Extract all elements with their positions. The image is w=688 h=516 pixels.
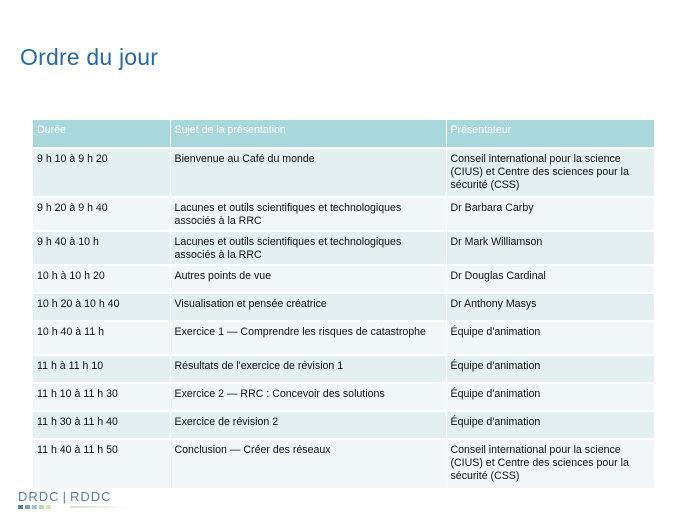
column-header-duree: Durée [33, 120, 170, 148]
cell-presentateur: Dr Mark Williamson [446, 231, 654, 265]
table-row [33, 197, 654, 231]
logo-separator: | [62, 489, 67, 504]
table-row [33, 439, 654, 488]
cell-duree: 11 h 10 à 11 h 30 [33, 383, 170, 411]
page-title: Ordre du jour [20, 44, 159, 70]
cell-sujet: Résultats de l'exercice de révision 1 [170, 355, 446, 383]
cell-duree: 11 h à 11 h 10 [33, 355, 170, 383]
cell-duree: 10 h 40 à 11 h [33, 321, 170, 355]
cell-duree: 9 h 40 à 10 h [33, 231, 170, 265]
table-row [33, 383, 654, 411]
cell-sujet: Visualisation et pensée créatrice [170, 293, 446, 321]
cell-presentateur: Conseil international pour la science (CIUS) et Centre des sciences pour la sécurité (CSS) [446, 148, 654, 197]
table-row [33, 321, 654, 355]
drdc-logo [18, 489, 112, 504]
logo-text-drdc: DRDC [18, 489, 60, 504]
agenda-table [33, 120, 655, 488]
cell-presentateur: Conseil international pour la science (CIUS) et Centre des sciences pour la sécurité (CSS) [446, 439, 654, 488]
cell-duree: 10 h à 10 h 20 [33, 265, 170, 293]
cell-sujet: Exercice de révision 2 [170, 411, 446, 439]
cell-sujet: Lacunes et outils scientifiques et technologiques associés à la RRC [170, 231, 446, 265]
cell-sujet: Exercice 1 — Comprendre les risques de catastrophe [170, 321, 446, 355]
cell-sujet: Autres points de vue [170, 265, 446, 293]
cell-duree: 11 h 30 à 11 h 40 [33, 411, 170, 439]
cell-duree: 9 h 20 à 9 h 40 [33, 197, 170, 231]
cell-presentateur: Dr Anthony Masys [446, 293, 654, 321]
table-row [33, 231, 654, 265]
table-row [33, 293, 654, 321]
table-row [33, 265, 654, 293]
logo-squares-icon [18, 505, 51, 509]
cell-presentateur: Équipe d'animation [446, 383, 654, 411]
cell-sujet: Exercice 2 — RRC : Concevoir des solutions [170, 383, 446, 411]
column-header-presentateur: Présentateur [446, 120, 654, 148]
cell-sujet: Lacunes et outils scientifiques et technologiques associés à la RRC [170, 197, 446, 231]
cell-duree: 10 h 20 à 10 h 40 [33, 293, 170, 321]
cell-sujet: Bienvenue au Café du monde [170, 148, 446, 197]
footer-divider [70, 506, 130, 508]
cell-duree: 9 h 10 à 9 h 20 [33, 148, 170, 197]
cell-presentateur: Équipe d'animation [446, 411, 654, 439]
column-header-sujet: Sujet de la présentation [170, 120, 446, 148]
presenter-name: Dr Barbara Carby [450, 202, 534, 214]
cell-sujet: Conclusion — Créer des réseaux [170, 439, 446, 488]
table-row [33, 355, 654, 383]
cell-presentateur [446, 197, 654, 231]
table-row [33, 148, 654, 197]
cell-presentateur: Équipe d'animation [446, 321, 654, 355]
table-header-row [33, 120, 654, 148]
cell-presentateur: Équipe d'animation [446, 355, 654, 383]
cell-presentateur: Dr Douglas Cardinal [446, 265, 654, 293]
logo-text-rddc: RDDC [69, 489, 112, 504]
cell-duree: 11 h 40 à 11 h 50 [33, 439, 170, 488]
table-row [33, 411, 654, 439]
